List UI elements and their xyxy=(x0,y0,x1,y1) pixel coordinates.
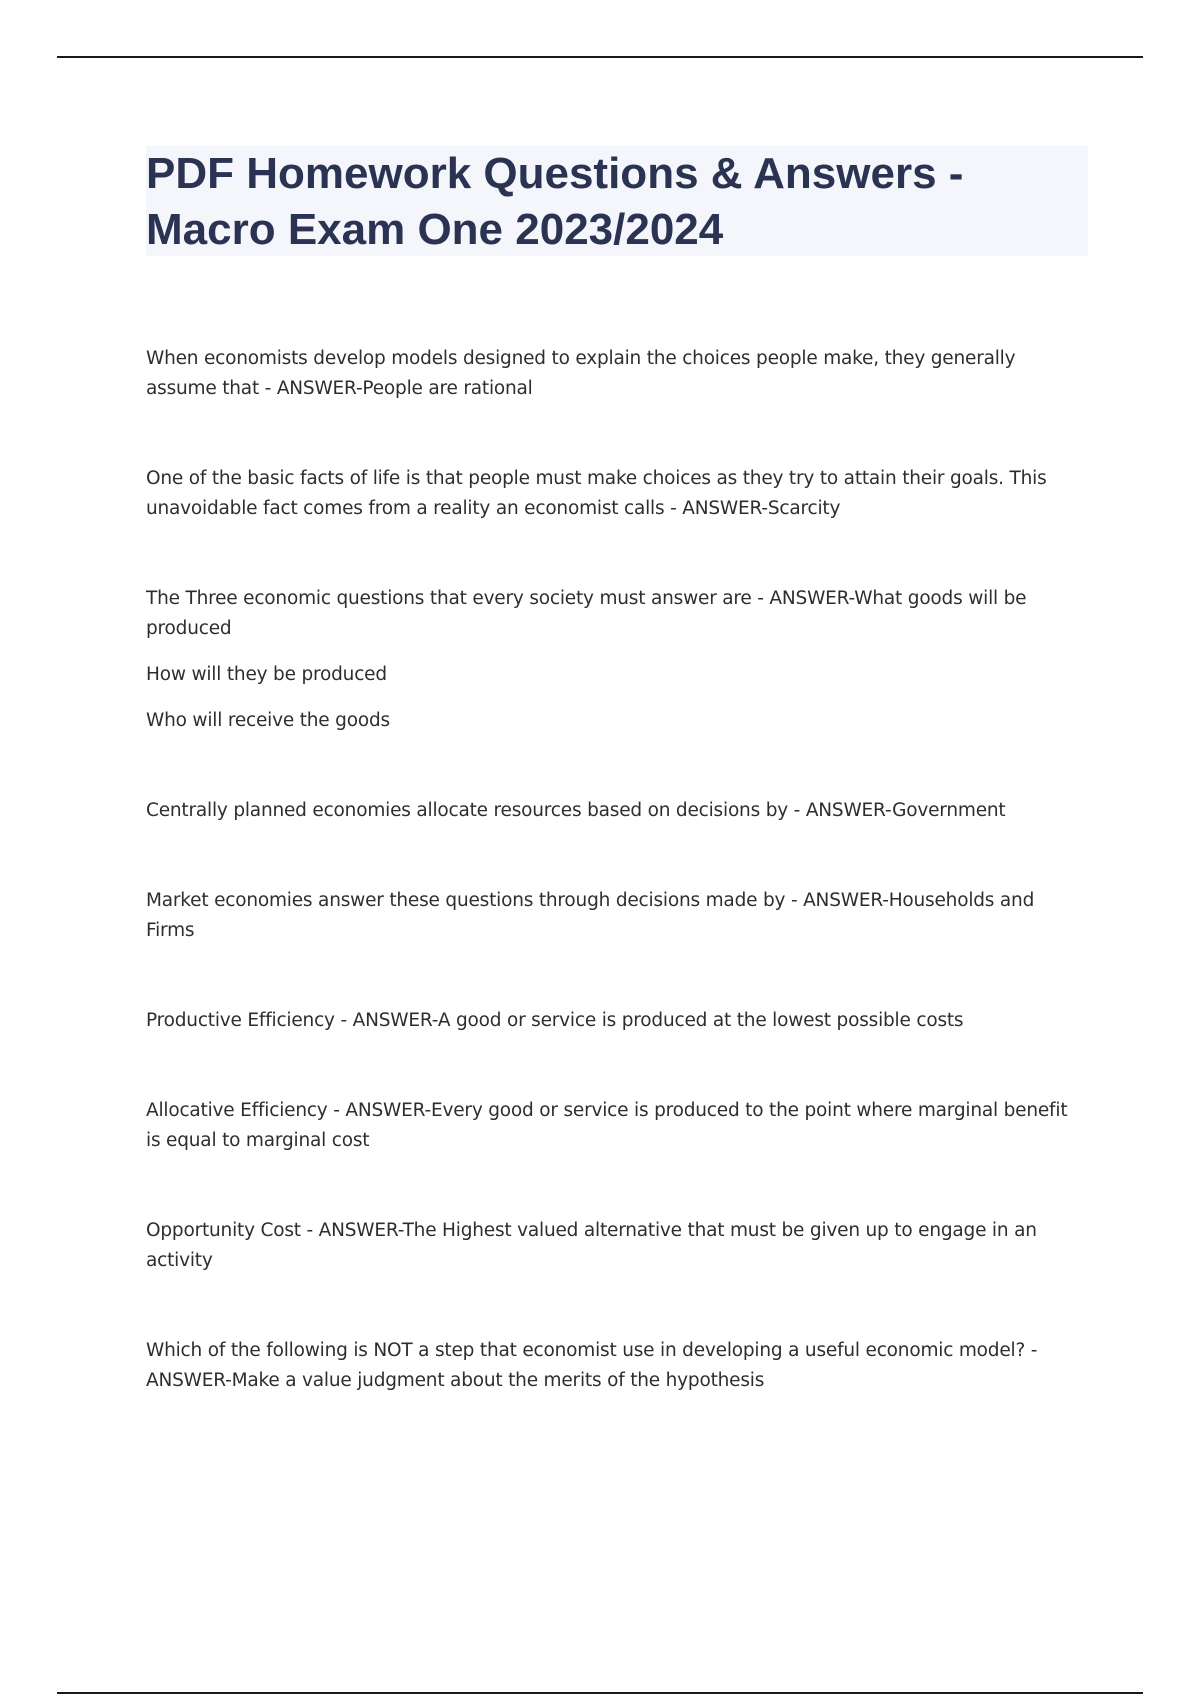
qa-item xyxy=(146,344,1086,404)
bottom-rule xyxy=(57,1692,1143,1694)
qa-text: Market economies answer these questions through decisions made by - ANSWER-Households and Firms xyxy=(146,890,1035,941)
qa-text: Centrally planned economies allocate resources based on decisions by - ANSWER-Government xyxy=(146,800,1006,821)
document-title: PDF Homework Questions & Answers - Macro Exam One 2023/2024 xyxy=(146,149,964,254)
top-rule xyxy=(57,56,1143,58)
qa-item xyxy=(146,584,1086,736)
qa-text: Opportunity Cost - ANSWER-The Highest valued alternative that must be given up to engage in an activity xyxy=(146,1220,1037,1271)
qa-text: When economists develop models designed to explain the choices people make, they generally assume that - ANSWER-People are rational xyxy=(146,348,1016,399)
qa-item xyxy=(146,1096,1086,1156)
qa-item xyxy=(146,1006,1086,1036)
qa-item xyxy=(146,1336,1086,1396)
qa-list xyxy=(146,344,1086,1396)
qa-item xyxy=(146,1216,1086,1276)
qa-answer-line: How will they be produced xyxy=(146,664,387,685)
qa-text: The Three economic questions that every society must answer are - ANSWER-What goods will be produced xyxy=(146,588,1027,639)
qa-item xyxy=(146,464,1086,524)
qa-text: One of the basic facts of life is that people must make choices as they try to attain their goals. This unavoidable fact comes from a reality an economist calls - ANSWER-Scarcity xyxy=(146,468,1047,519)
qa-text: Productive Efficiency - ANSWER-A good or service is produced at the lowest possible costs xyxy=(146,1010,964,1031)
qa-answer-line: Who will receive the goods xyxy=(146,710,390,731)
qa-text: Which of the following is NOT a step that economist use in developing a useful economic model? - ANSWER-Make a value judgment about the merits of the hypothesis xyxy=(146,1340,1038,1391)
qa-item xyxy=(146,886,1086,946)
qa-item xyxy=(146,796,1086,826)
qa-text: Allocative Efficiency - ANSWER-Every good or service is produced to the point where marginal benefit is equal to marginal cost xyxy=(146,1100,1068,1151)
